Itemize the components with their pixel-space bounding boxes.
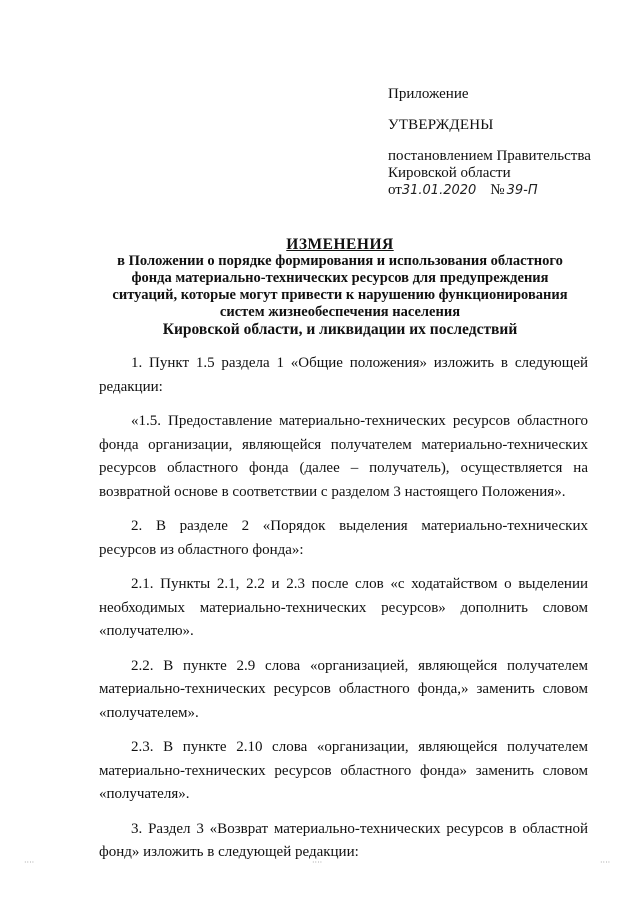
heading-line-3: ситуаций, которые могут привести к нарушению функционирования <box>112 287 568 303</box>
heading-line-4: систем жизнеобеспечения населения <box>219 304 461 320</box>
paragraph-2-1: 2.1. Пункты 2.1, 2.2 и 2.3 после слов «с ходатайством о выделении необходимых материально-технических ресурсов» дополнить словом «получателю». <box>99 576 588 639</box>
scan-artifact-center: ···· <box>312 858 323 867</box>
heading-line-5: Кировской области, и ликвидации их последствий <box>162 321 518 338</box>
paragraph-2: 2. В разделе 2 «Порядок выделения материально-технических ресурсов из областного фонда»: <box>99 518 588 558</box>
heading-line-1: в Положении о порядке формирования и использования областного <box>117 253 563 269</box>
document-title: ИЗМЕНЕНИЯ <box>286 236 394 253</box>
document-body <box>99 352 588 876</box>
handwritten-date: 31.01.2020 <box>401 183 477 198</box>
paragraph-2-2: 2.2. В пункте 2.9 слова «организацией, являющейся получателем материально-технических ресурсов областного фонда,» заменить словом «получателем». <box>99 657 588 721</box>
scan-artifact-left: ···· <box>24 858 35 867</box>
date-number-row <box>388 182 628 199</box>
handwritten-number: 39-П <box>506 183 538 198</box>
heading-line-2: фонда материально-технических ресурсов для предупреждения <box>131 270 549 286</box>
decree-line-1: постановлением Правительства <box>388 148 591 164</box>
approval-stamp-block <box>388 86 628 199</box>
paragraph-2-3: 2.3. В пункте 2.10 слова «организации, являющейся получателем материально-технических ресурсов областного фонда» заменить словом «получателя». <box>99 739 588 802</box>
decree-line-2: Кировской области <box>388 165 511 181</box>
paragraph-3: 3. Раздел 3 «Возврат материально-технических ресурсов в областной фонд» изложить в следующей редакции: <box>99 820 588 860</box>
number-sign: № <box>490 182 505 198</box>
appendix-label: Приложение <box>388 86 469 102</box>
document-heading <box>90 236 590 338</box>
date-prefix: от <box>388 182 402 198</box>
approved-label: УТВЕРЖДЕНЫ <box>388 117 494 133</box>
paragraph-1: 1. Пункт 1.5 раздела 1 «Общие положения» изложить в следующей редакции: <box>99 355 588 395</box>
paragraph-1-5: «1.5. Предоставление материально-технических ресурсов областного фонда организации, являющейся получателем материально-технических ресурсов областного фонда (далее – получатель), осуществляется на возвратной основе в соответствии с разделом 3 настоящего Положения». <box>99 413 588 500</box>
scan-artifact-right: ···· <box>600 858 611 867</box>
